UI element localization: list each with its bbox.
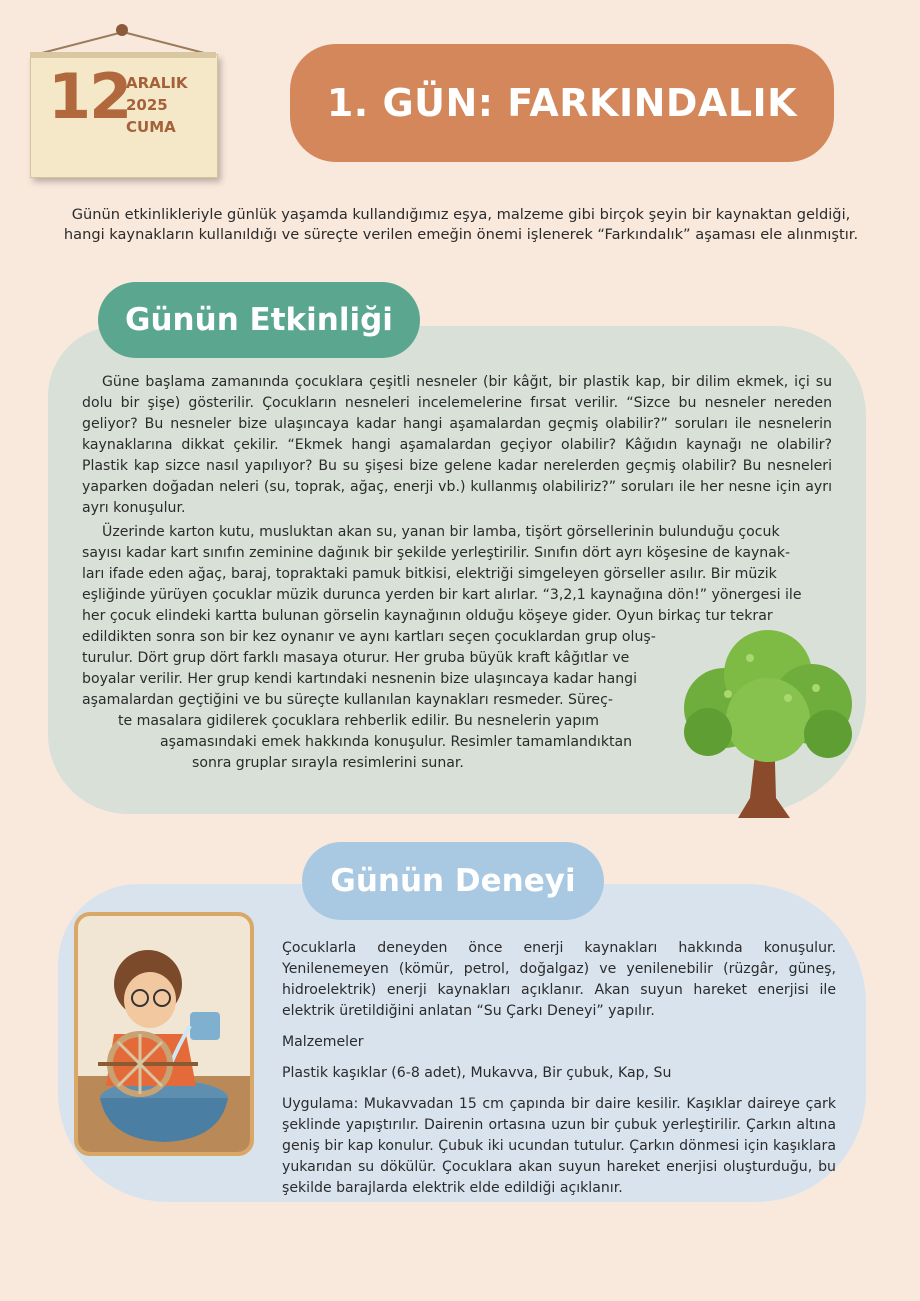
calendar-day: 12 xyxy=(48,60,131,133)
text-line: boyalar verilir. Her grup kendi kartındaki nesnenin bize ulaşıncaya kadar hangi xyxy=(82,671,638,687)
calendar-month: ARALIK xyxy=(126,74,188,92)
calendar-pin-icon xyxy=(116,24,128,36)
text-line: te masalara gidilerek çocuklara rehberlik edilir. Bu nesnelerin yapım xyxy=(118,713,599,729)
tree-icon xyxy=(678,628,858,820)
calendar-year: 2025 xyxy=(126,96,168,114)
text-line: eşliğinde yürüyen çocuklar müzik durunca yerden bir kart alırlar. “3,2,1 kaynağına dön!” yönergesi ile xyxy=(82,587,802,603)
water-wheel-illustration xyxy=(74,912,254,1156)
text-line: aşamasındaki emek hakkında konuşulur. Resimler tamamlandıktan xyxy=(160,734,633,750)
activity-heading: Günün Etkinliği xyxy=(98,282,420,358)
text-line: her çocuk elindeki kartta bulunan görselin kaynağının olduğu köşeye gider. Oyun birkaç tur tekrar xyxy=(82,608,773,624)
materials-list: Plastik kaşıklar (6-8 adet), Mukavva, Bir çubuk, Kap, Su xyxy=(282,1065,672,1081)
text-line: aşamalardan geçtiğini ve bu süreçte kullanılan kaynakları resmeder. Süreç- xyxy=(82,692,613,708)
page-title: 1. GÜN: FARKINDALIK xyxy=(290,44,834,162)
experiment-text xyxy=(282,938,836,1199)
intro-text xyxy=(40,205,882,245)
text-line: sonra gruplar sırayla resimlerini sunar. xyxy=(192,755,464,771)
text-line: ları ifade eden ağaç, baraj, topraktaki pamuk bitkisi, elektriği simgeleyen görseller asılır. Bir müzik xyxy=(82,566,777,582)
text-line: edildikten sonra son bir kez oynanır ve aynı kartları seçen çocuklardan grup oluş- xyxy=(82,629,656,645)
experiment-paragraph-1: Çocuklarla deneyden önce enerji kaynakları hakkında konuşulur. Yenilenemeyen (kömür, petrol, doğalgaz) ve yenilenebilir (rüzgâr, güneş, hidroelektrik) enerji kaynakları açıklanır. Akan suyun hareket enerjisi ile elektrik üretildiğini anlatan “Su Çarkı Deneyi” yapılır. xyxy=(282,940,836,1019)
materials-label: Malzemeler xyxy=(282,1034,364,1050)
procedure-text: Uygulama: Mukavvadan 15 cm çapında bir daire kesilir. Kaşıklar daireye çark şeklinde yapıştırılır. Dairenin ortasına uzun bir çubuk yerleştirilir. Çarkın altına geniş bir kap konulur. Çubuk iki ucundan tutulur. Çarkın dönmesi için kaşıklara yukarıdan su dökülür. Çocuklara akan suyun hareket enerjisi oluşturduğu, bu şekilde barajlarda elektrik elde edildiği açıklanır. xyxy=(282,1096,836,1196)
calendar-weekday: CUMA xyxy=(126,118,176,136)
text-line: sayısı kadar kart sınıfın zeminine dağınık bir şekilde yerleştirilir. Sınıfın dört ayrı köşesine de kaynak- xyxy=(82,545,791,561)
intro-line: hangi kaynakların kullanıldığı ve süreçte verilen emeğin önemi işlenerek “Farkındalık” aşaması ele alınmıştır. xyxy=(63,226,859,243)
text-line: Üzerinde karton kutu, musluktan akan su, yanan bir lamba, tişört görsellerinin bulunduğu çocuk xyxy=(102,524,780,540)
activity-paragraph-1: Güne başlama zamanında çocuklara çeşitli nesneler (bir kâğıt, bir plastik kap, bir dilim ekmek, içi su dolu bir şişe) gösterilir. Çocukların nesneleri incelemelerine fırsat verilir. “Sizce bu nesneler nereden geliyor? Bu nesneler bize ulaşıncaya kadar hangi aşamalardan geçmiş olabilir?” soruları ile nesnelerin kaynaklarına dikkat çekilir. “Ekmek hangi aşamalardan geçiyor olabilir? Kâğıdın kaynağı ne olabilir? Plastik kap sizce nasıl yapılıyor? Bu su şişesi bize gelene kadar nerelerden geçmiş olabilir? Bu nesneleri yaparken doğadan neleri (su, toprak, ağaç, enerji vb.) kullanmış olabiliriz?” soruları ile her nesne için ayrı ayrı konuşulur. xyxy=(82,374,832,516)
experiment-heading: Günün Deneyi xyxy=(302,842,604,920)
intro-line: Günün etkinlikleriyle günlük yaşamda kullandığımız eşya, malzeme gibi birçok şeyin bir kaynaktan geldiği, xyxy=(71,206,851,223)
text-line: turulur. Dört grup dört farklı masaya oturur. Her gruba büyük kraft kâğıtlar ve xyxy=(82,650,630,666)
